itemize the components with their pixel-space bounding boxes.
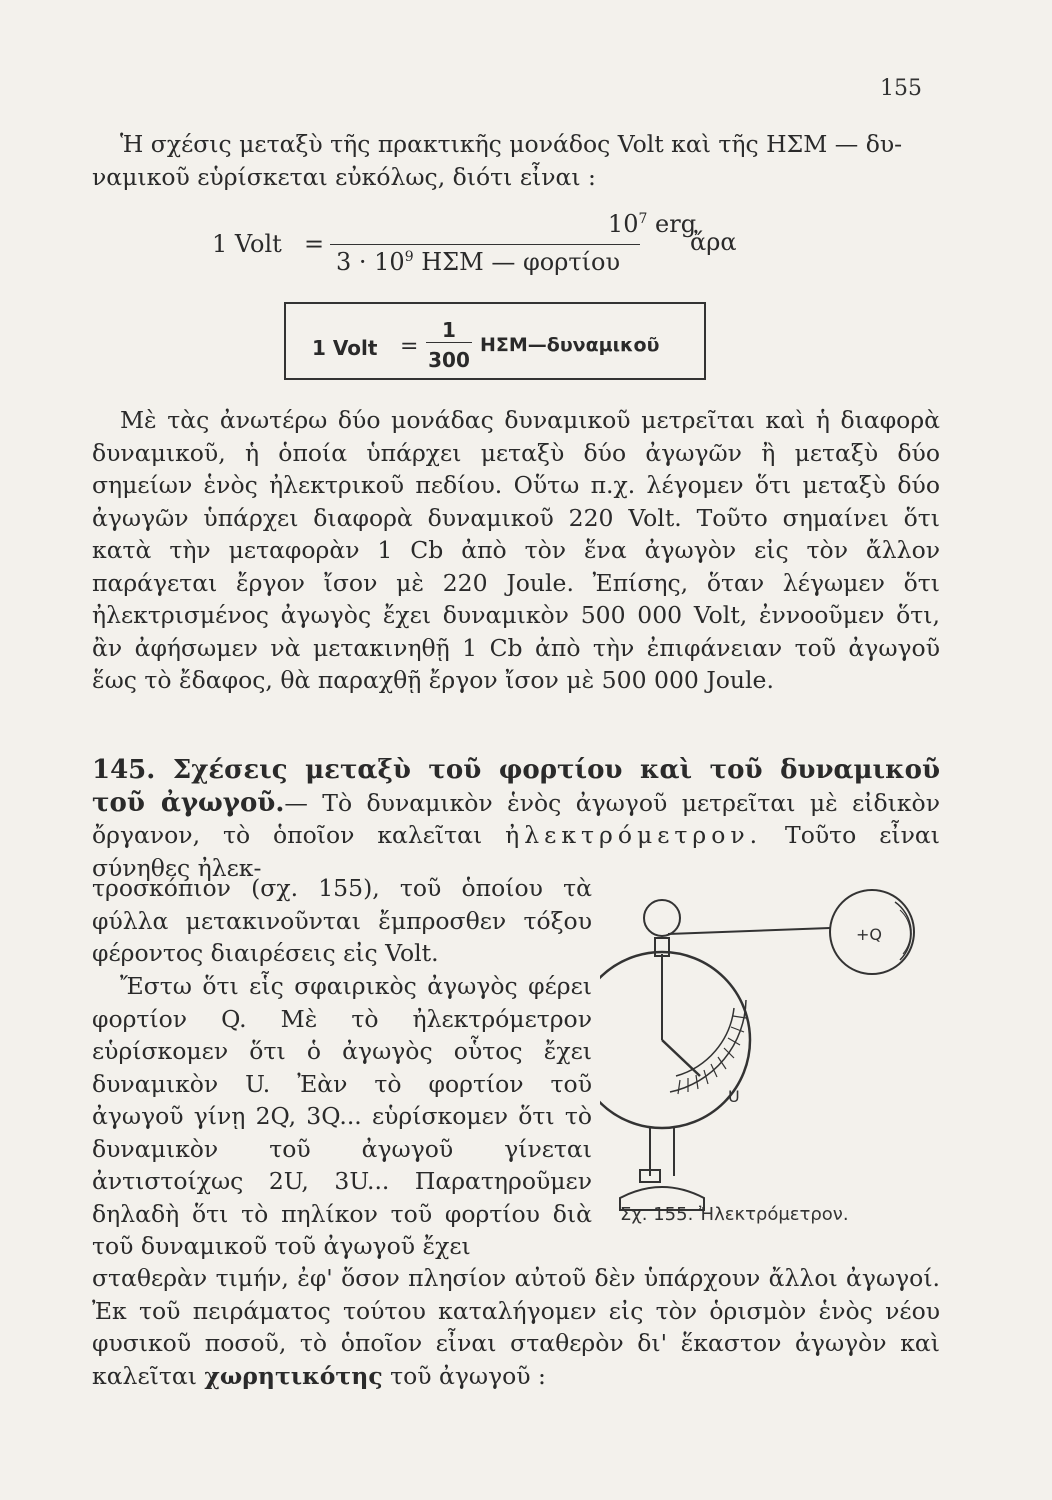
section-145	[92, 754, 940, 884]
electrometer-figure	[600, 880, 940, 1220]
scale-arc-inner	[676, 1008, 734, 1076]
charge-label: +Q	[856, 925, 882, 944]
scale-arc-outer	[670, 1000, 746, 1092]
volt-formula	[212, 210, 752, 278]
intro-line-1: Ἡ σχέσις μεταξὺ τῆς πρακτικῆς μονάδος Volt καὶ τῆς ΗΣΜ — δυ-	[120, 130, 903, 158]
formula-fraction-line	[330, 244, 640, 245]
page-number: 155	[880, 76, 922, 101]
boxed-fraction-line	[426, 342, 472, 343]
paragraph-electroscope: τροσκόπιον (σχ. 155), τοῦ ὁποίου τὰ φύλλα μετακινοῦνται ἔμπροσθεν τόξου φέροντος διαιρέσεις εἰς Volt.	[92, 874, 592, 967]
formula-equals: =	[304, 230, 325, 258]
term-electrometer: ἠλεκτρόμετρον.	[505, 821, 763, 849]
figure-caption: Σχ. 155. Ἠλεκτρόμετρον.	[620, 1204, 849, 1225]
potential-label: U	[728, 1087, 740, 1106]
formula-lhs: 1 Volt	[212, 230, 282, 258]
boxed-equation	[284, 302, 706, 380]
section-text-b: Τοῦτο εἶναι σύνηθες ἠλεκ-	[92, 821, 940, 882]
boxed-lhs: 1 Volt	[312, 336, 378, 360]
paragraph-charge-experiment: Ἔστω ὅτι εἷς σφαιρικὸς ἀγωγὸς φέρει φορτίον Q. Μὲ τὸ ἠλεκτρόμετρον εὑρίσκομεν ὅτι ὁ ἀγωγὸς οὗτος ἔχει δυναμικὸν U. Ἐὰν τὸ φορτίον τοῦ ἀγωγοῦ γίνῃ 2Q, 3Q... εὑρίσκομεν ὅτι τὸ δυναμικὸν τοῦ ἀγωγοῦ γίνεται ἀντιστοίχως 2U, 3U... Παρατηροῦμεν δηλαδὴ ὅτι τὸ πηλίκον τοῦ φορτίου διὰ τοῦ δυναμικοῦ τοῦ ἀγωγοῦ ἔχει	[92, 972, 592, 1260]
formula-numerator: $10^7$ erg	[607, 210, 697, 238]
formula-denominator: $3 \cdot 10^9$ ΗΣΜ — φορτίου	[336, 248, 621, 276]
boxed-denominator: 300	[428, 348, 470, 372]
intro-paragraph	[92, 128, 940, 193]
electrometer-knob	[644, 900, 680, 936]
capacitance-end: τοῦ ἀγωγοῦ :	[382, 1361, 546, 1390]
formula-ara: ἄρα	[690, 228, 737, 256]
term-capacitance: χωρητικότης	[204, 1361, 383, 1390]
needle	[662, 1040, 700, 1076]
section-title: 145. Σχέσεις μεταξὺ τοῦ φορτίου καὶ τοῦ δυναμικοῦ τοῦ ἀγωγοῦ.	[92, 755, 940, 818]
capacitance-text: σταθερὰν τιμήν, ἐφ' ὅσον πλησίον αὐτοῦ δὲν ὑπάρχουν ἄλλοι ἀγωγοί. Ἐκ τοῦ πειράματος τούτου καταλήγομεν εἰς τὸν ὁρισμὸν ἑνὸς νέου φυσικοῦ ποσοῦ, τὸ ὁποῖον εἶναι σταθερὸν δι' ἕκαστον ἀγωγὸν καὶ καλεῖται	[92, 1264, 940, 1390]
paragraph-capacitance	[92, 1262, 940, 1392]
boxed-rhs: ΗΣΜ—δυναμικοῦ	[480, 334, 660, 356]
connecting-wire	[668, 928, 830, 934]
paragraph-potential-difference: Μὲ τὰς ἀνωτέρω δύο μονάδας δυναμικοῦ μετρεῖται καὶ ἡ διαφορὰ δυναμικοῦ, ἡ ὁποία ὑπάρχει μεταξὺ δύο ἀγωγῶν ἢ μεταξὺ δύο σημείων ἑνὸς ἠλεκτρικοῦ πεδίου. Οὕτω π.χ. λέγομεν ὅτι μεταξὺ δύο ἀγωγῶν ὑπάρχει διαφορὰ δυναμικοῦ 220 Volt. Τοῦτο σημαίνει ὅτι κατὰ τὴν μεταφορὰν 1 Cb ἀπὸ τὸν ἕνα ἀγωγὸν εἰς τὸν ἄλλον παράγεται ἔργον ἴσον μὲ 220 Joule. Ἐπίσης, ὅταν λέγωμεν ὅτι ἠλεκτρισμένος ἀγωγὸς ἔχει δυναμικὸν 500 000 Volt, ἐννοοῦμεν ὅτι, ἂν ἀφήσωμεν νὰ μετακινηθῇ 1 Cb ἀπὸ τὴν ἐπιφάνειαν τοῦ ἀγωγοῦ ἕως τὸ ἔδαφος, θὰ παραχθῇ ἔργον ἴσον μὲ 500 000 Joule.	[92, 406, 940, 694]
section-text-a: — Τὸ δυναμικὸν ἑνὸς ἀγωγοῦ μετρεῖται μὲ εἰδικὸν ὄργανον, τὸ ὁποῖον καλεῖται	[92, 788, 940, 849]
boxed-equals: =	[400, 334, 419, 359]
boxed-numerator: 1	[442, 318, 456, 342]
intro-line-2: ναμικοῦ εὑρίσκεται εὐκόλως, διότι εἶναι :	[92, 162, 596, 191]
